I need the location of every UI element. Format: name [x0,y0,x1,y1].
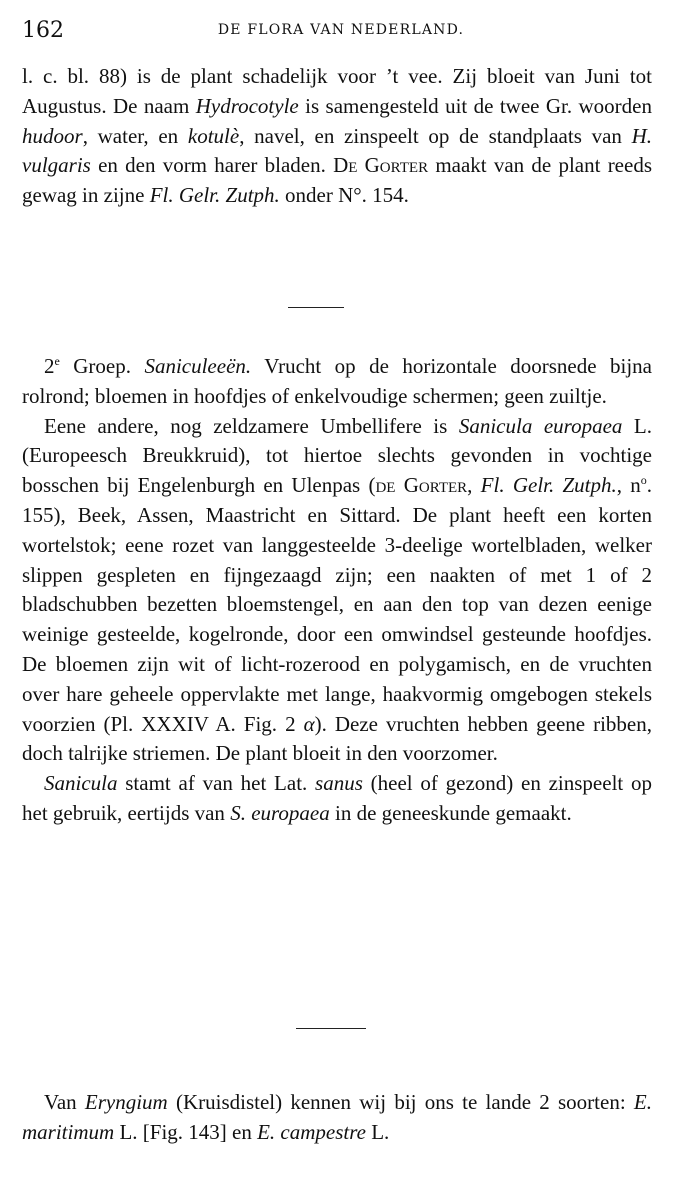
text-run: l. c. bl. 88) is de plant schadelijk voor ’t vee. Zij bloeit van Juni tot Augustus. De naam [22,64,652,118]
running-title: DE FLORA VAN NEDERLAND. [217,22,465,38]
italic-term: Sanicula [44,771,118,796]
italic-term: Saniculeeën. [144,354,252,378]
text-run: , navel, en zinspeelt op de standplaats van [239,123,632,148]
text-run: L. [365,1119,390,1144]
italic-term: Hydrocotyle [195,93,299,118]
italic-term: Sanicula europaea [458,413,623,438]
text-run: ). Deze vruchten hebben geene ribben, doch talrijke striemen. De plant bloeit in den voorzomer. [22,711,652,766]
text-run: L. (Europeesch Breukkruid), tot hiertoe slechts gevonden in vochtige bosschen bij Engelenburgh en Ulenpas ( [22,413,652,498]
italic-term: kotulè [187,123,240,148]
section-saniculeeen [22,352,652,829]
italic-term: S. europaea [230,800,330,825]
text-run: is samengesteld uit de twee Gr. woorden [298,93,652,118]
sanicula-description-paragraph [22,412,652,770]
text-run: , [467,473,481,498]
text-run: (Kruisdistel) kennen wij bij ons te lande 2 soorten: [167,1090,634,1114]
text-run: L. [Fig. 143] en [114,1119,258,1144]
page-number: 162 [22,18,64,43]
author-name: De Gorter [333,153,429,178]
text-run: Vrucht op de horizontale doorsnede bijna rolrond; bloemen in hoofdjes of enkelvoudige schermen; geen zuiltje. [22,354,653,408]
section-divider [296,1028,366,1029]
section-divider [288,307,344,308]
text-run: Groep. [59,354,145,378]
page-header [22,18,660,46]
paragraph-eryngium [22,1088,652,1148]
italic-term: hudoor [22,123,83,148]
italic-term: sanus [315,771,363,796]
italic-term: Eryngium [84,1090,168,1114]
italic-term: Fl. Gelr. Zutph. [149,183,280,208]
text-run: in de geneeskunde gemaakt. [329,800,572,825]
superscript: e [54,354,60,368]
italic-term: α [303,711,315,736]
italic-term: H. vulgaris [22,123,652,178]
text-run: onder N°. 154. [279,183,409,208]
group-heading-paragraph [22,352,652,412]
text-run: , n [616,473,641,498]
sanicula-etymology-paragraph [22,769,652,829]
text-run: 2 [44,354,55,378]
superscript: o [640,473,647,488]
italic-term: Fl. Gelr. Zutph. [480,473,617,498]
italic-term: E. campestre [257,1119,366,1144]
italic-term: E. maritimum [22,1090,652,1144]
text-run: . 155), Beek, Assen, Maastricht en Sittard. De plant heeft een korten wortelstok; eene rozet van langgesteelde 3-deelige wortelbladen, welker slippen gespleten en fijngezaagd zijn; een naakten of met 1 of 2 bladschubben bezetten bloemstengel, en aan den top van dezen eenige weinige gesteelde, kogelronde, door een omwindsel gesteunde hoofdjes. De bloemen zijn wit of licht-rozerood en polygamisch, en de vruchten over hare geheele oppervlakte met lange, haakvormig omgebogen stekels voorzien (Pl. XXXIV A. Fig. 2 [22,473,653,736]
paragraph-hydrocotyle-end [22,62,652,211]
text-run: Van [44,1090,85,1114]
text-run: (heel of gezond) en zinspeelt op het gebruik, eertijds van [22,771,652,825]
text-run: en den vorm harer bladen. [90,153,334,178]
text-run: maakt van de plant reeds gewag in zijne [22,153,652,208]
text-run: stamt af van het Lat. [117,771,316,796]
author-name: de Gorter [375,473,468,498]
text-run: , water, en [82,123,188,148]
text-run: Eene andere, nog zeldzamere Umbellifere is [44,413,459,438]
